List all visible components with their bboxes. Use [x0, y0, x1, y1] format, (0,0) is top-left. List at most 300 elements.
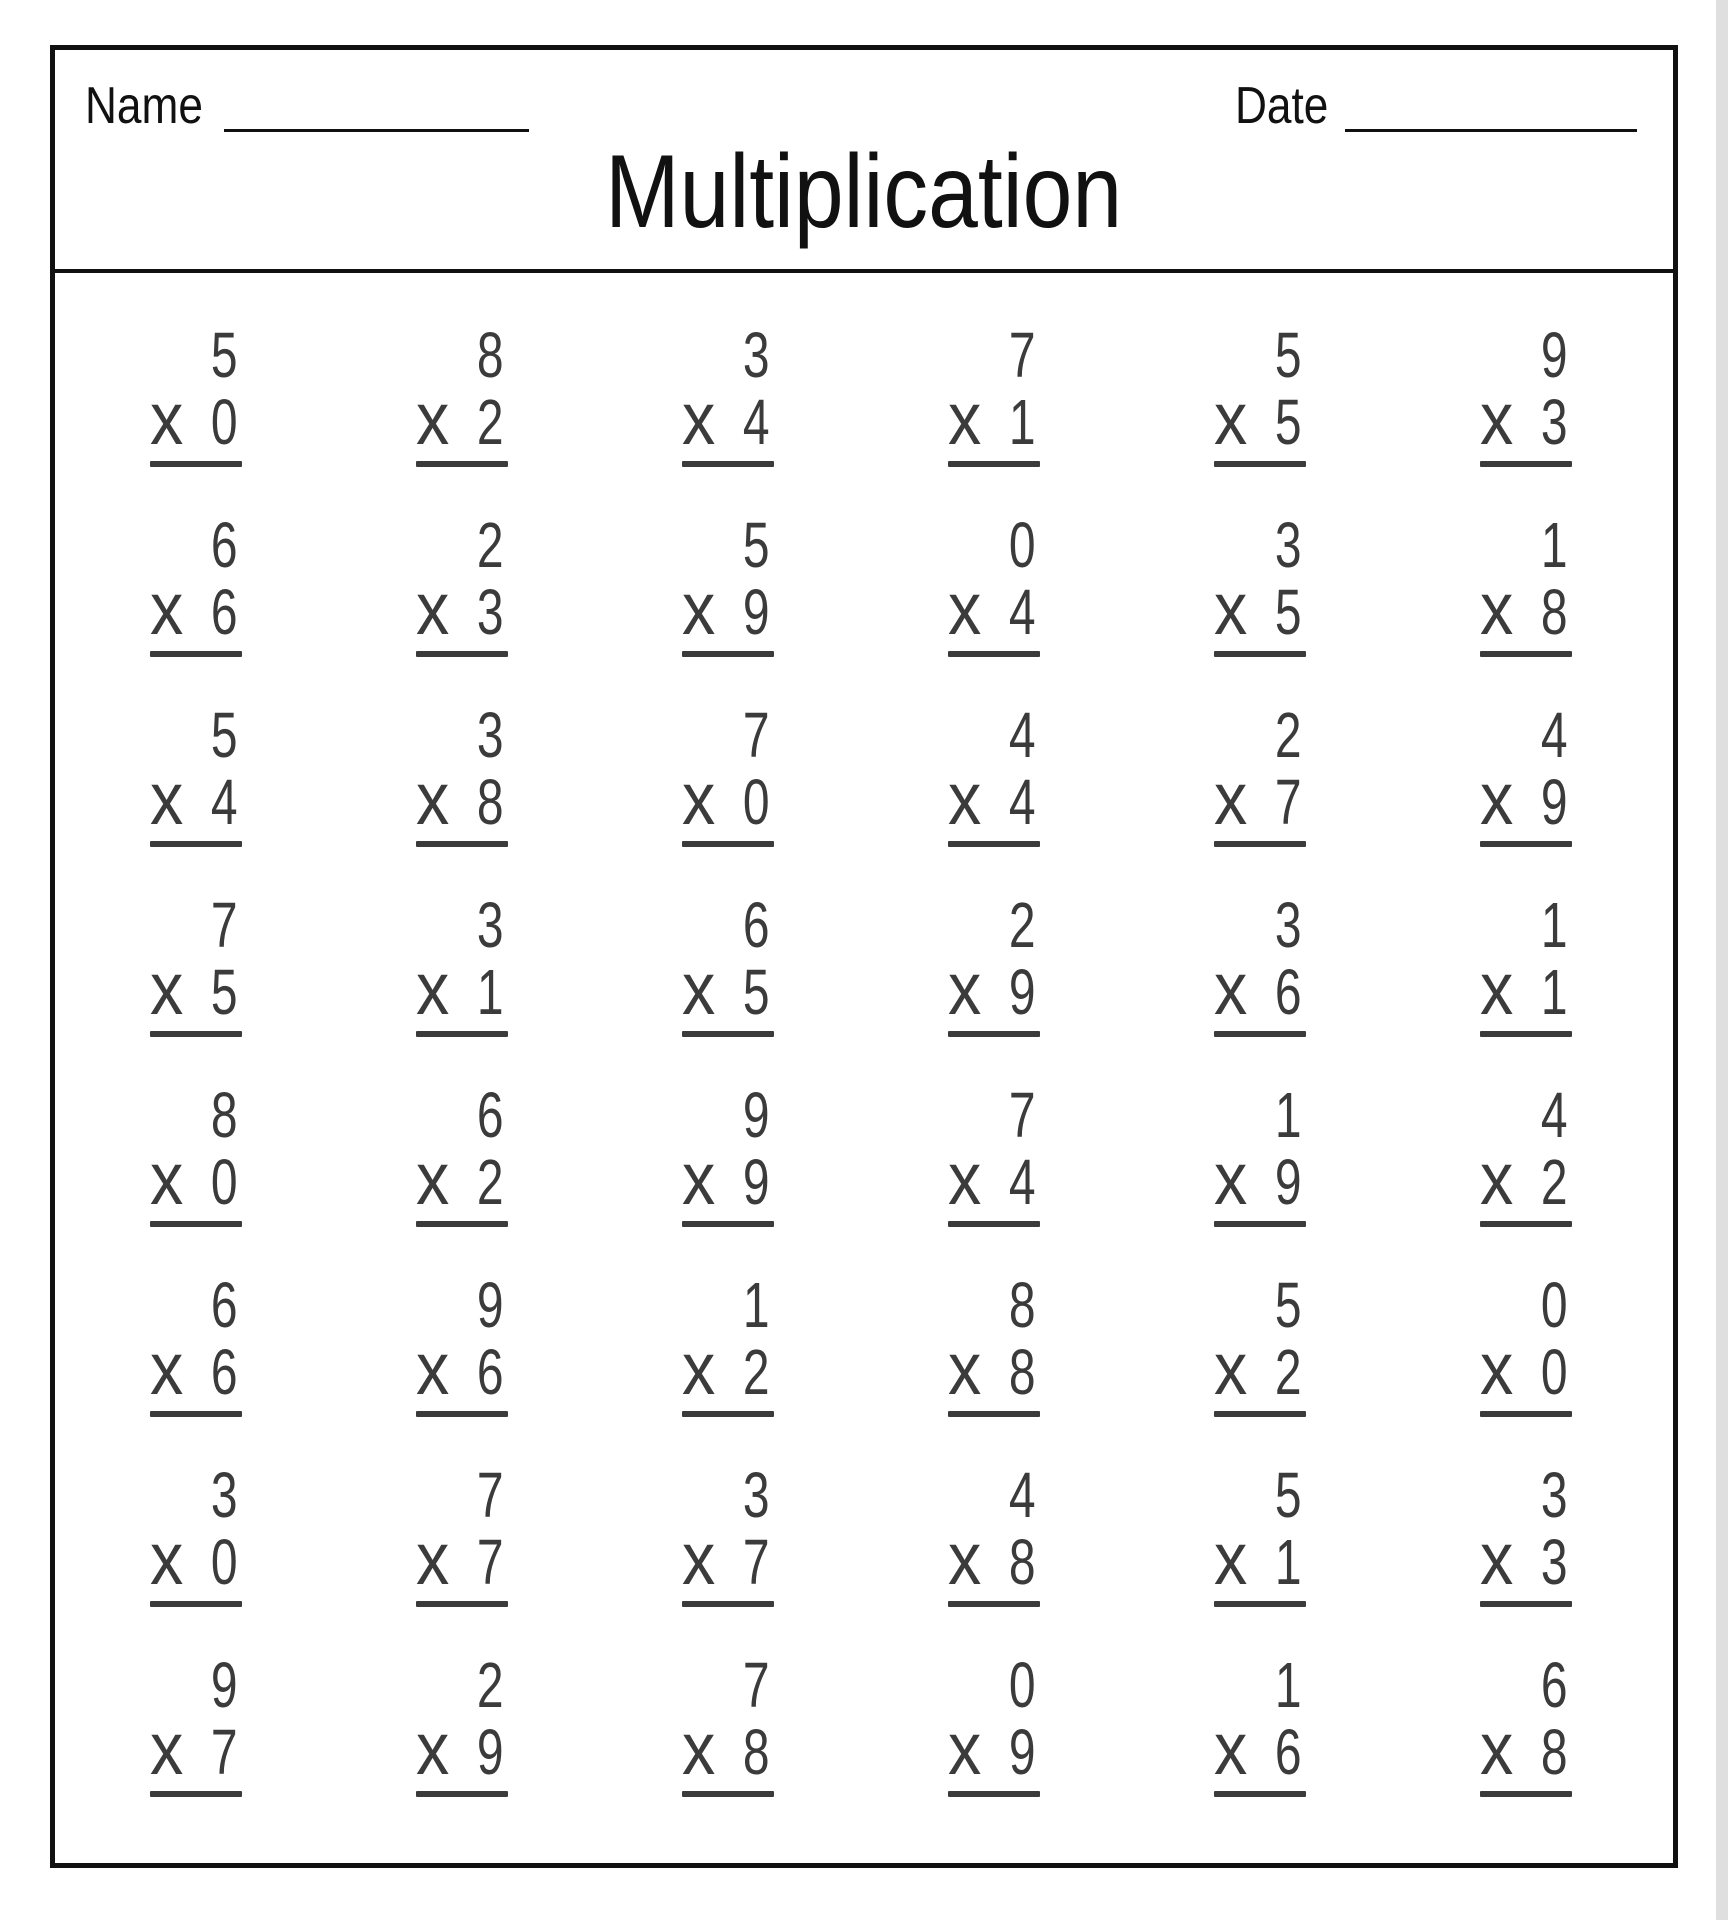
times-symbol: x — [948, 377, 982, 460]
answer-line — [682, 1411, 774, 1417]
problem — [416, 1269, 508, 1465]
top-operand — [416, 1459, 508, 1531]
answer-line — [416, 1601, 508, 1607]
times-symbol: x — [1214, 377, 1248, 460]
top-operand — [682, 1459, 774, 1531]
answer-line — [948, 651, 1040, 657]
times-symbol: x — [682, 757, 716, 840]
bottom-operand — [1266, 766, 1306, 838]
name-label-text: Name — [85, 77, 203, 135]
bottom-operand — [734, 1526, 774, 1598]
times-icon — [1480, 1137, 1517, 1220]
bottom-operand-row — [1214, 1707, 1306, 1790]
top-operand — [150, 699, 242, 771]
bottom-operand-row — [416, 1517, 508, 1600]
top-operand-digit: 4 — [1009, 699, 1036, 771]
worksheet-sheet — [50, 45, 1678, 1868]
top-operand-digit: 1 — [743, 1269, 770, 1341]
bottom-operand-digit: 3 — [1541, 1526, 1568, 1598]
bottom-operand-row — [416, 1707, 508, 1790]
times-icon — [150, 567, 187, 650]
bottom-operand — [468, 956, 508, 1028]
problem — [1214, 1079, 1306, 1275]
problems-grid — [55, 273, 1673, 1845]
answer-line — [682, 651, 774, 657]
bottom-operand-row — [1214, 1327, 1306, 1410]
problem — [1214, 889, 1306, 1085]
bottom-operand-row — [1480, 1327, 1572, 1410]
times-symbol: x — [150, 947, 184, 1030]
bottom-operand-row — [1214, 567, 1306, 650]
bottom-operand-row — [150, 1137, 242, 1220]
bottom-operand-digit: 8 — [1009, 1526, 1036, 1598]
answer-line — [416, 651, 508, 657]
top-operand-digit: 4 — [1541, 699, 1568, 771]
problem — [1214, 1269, 1306, 1465]
answer-line — [150, 1791, 242, 1797]
top-operand — [1480, 319, 1572, 391]
answer-line — [1214, 1791, 1306, 1797]
bottom-operand-digit: 8 — [477, 766, 504, 838]
bottom-operand-digit: 2 — [743, 1336, 770, 1408]
answer-line — [948, 1791, 1040, 1797]
times-icon — [150, 1327, 187, 1410]
times-symbol: x — [682, 1137, 716, 1220]
bottom-operand-row — [1214, 947, 1306, 1030]
times-icon — [1480, 1327, 1517, 1410]
answer-line — [682, 1221, 774, 1227]
bottom-operand-digit: 8 — [743, 1716, 770, 1788]
bottom-operand — [734, 1716, 774, 1788]
answer-line — [1214, 841, 1306, 847]
answer-line — [1214, 461, 1306, 467]
bottom-operand — [1532, 1146, 1572, 1218]
problem — [416, 1079, 508, 1275]
times-icon — [682, 567, 719, 650]
top-operand-digit: 1 — [1275, 1079, 1302, 1151]
times-icon — [1214, 757, 1251, 840]
top-operand — [416, 699, 508, 771]
bottom-operand-digit: 1 — [477, 956, 504, 1028]
times-symbol: x — [416, 377, 450, 460]
times-icon — [948, 1137, 985, 1220]
bottom-operand — [1266, 1526, 1306, 1598]
bottom-operand-digit: 7 — [211, 1716, 238, 1788]
problem — [682, 1459, 774, 1655]
times-symbol: x — [948, 1517, 982, 1600]
bottom-operand — [734, 386, 774, 458]
bottom-operand-row — [1214, 757, 1306, 840]
top-operand-digit: 3 — [1275, 509, 1302, 581]
times-symbol: x — [682, 947, 716, 1030]
times-symbol: x — [150, 1707, 184, 1790]
times-icon — [682, 1137, 719, 1220]
top-operand-digit: 8 — [477, 319, 504, 391]
times-symbol: x — [948, 1137, 982, 1220]
times-symbol: x — [416, 567, 450, 650]
top-operand-digit: 6 — [1541, 1649, 1568, 1721]
bottom-operand-row — [1214, 1137, 1306, 1220]
bottom-operand-row — [150, 1327, 242, 1410]
problem — [1480, 319, 1572, 515]
top-operand-digit: 5 — [743, 509, 770, 581]
bottom-operand-row — [1214, 377, 1306, 460]
problem — [1214, 319, 1306, 515]
times-icon — [1214, 1517, 1251, 1600]
top-operand-digit: 9 — [743, 1079, 770, 1151]
top-operand — [948, 1079, 1040, 1151]
bottom-operand — [468, 1716, 508, 1788]
problem — [948, 1649, 1040, 1845]
times-icon — [1214, 377, 1251, 460]
problem — [1480, 699, 1572, 895]
answer-line — [1214, 1601, 1306, 1607]
top-operand — [1214, 319, 1306, 391]
bottom-operand-digit: 0 — [211, 1526, 238, 1598]
top-operand — [1480, 1269, 1572, 1341]
top-operand-digit: 1 — [1541, 889, 1568, 961]
top-operand — [1480, 1459, 1572, 1531]
times-icon — [948, 1517, 985, 1600]
top-operand — [416, 509, 508, 581]
bottom-operand-row — [1480, 1517, 1572, 1600]
times-icon — [150, 1707, 187, 1790]
bottom-operand — [202, 576, 242, 648]
times-icon — [682, 1327, 719, 1410]
bottom-operand — [1000, 1526, 1040, 1598]
bottom-operand-digit: 2 — [1541, 1146, 1568, 1218]
times-icon — [416, 1327, 453, 1410]
page-title — [55, 134, 1673, 250]
times-icon — [1480, 377, 1517, 460]
top-operand-digit: 1 — [1275, 1649, 1302, 1721]
bottom-operand-digit: 5 — [211, 956, 238, 1028]
answer-line — [948, 1601, 1040, 1607]
problem — [1480, 889, 1572, 1085]
bottom-operand-row — [1480, 1137, 1572, 1220]
problem — [948, 509, 1040, 705]
page-edge-shadow — [1716, 0, 1728, 1920]
bottom-operand — [1532, 956, 1572, 1028]
top-operand-digit: 3 — [1541, 1459, 1568, 1531]
answer-line — [150, 651, 242, 657]
problem — [150, 889, 242, 1085]
top-operand — [682, 1079, 774, 1151]
times-icon — [682, 1707, 719, 1790]
bottom-operand-digit: 6 — [1275, 1716, 1302, 1788]
top-operand-digit: 2 — [477, 1649, 504, 1721]
bottom-operand — [734, 766, 774, 838]
answer-line — [1214, 651, 1306, 657]
top-operand — [416, 319, 508, 391]
bottom-operand — [1000, 1336, 1040, 1408]
bottom-operand-digit: 4 — [743, 386, 770, 458]
problem — [948, 1459, 1040, 1655]
answer-line — [1480, 1031, 1572, 1037]
bottom-operand-row — [948, 1137, 1040, 1220]
times-icon — [416, 567, 453, 650]
answer-line — [948, 461, 1040, 467]
problem — [682, 1649, 774, 1845]
bottom-operand — [1000, 1716, 1040, 1788]
answer-line — [682, 841, 774, 847]
problem — [1214, 699, 1306, 895]
bottom-operand-row — [150, 1707, 242, 1790]
problem — [1480, 1269, 1572, 1465]
page-title-text: Multiplication — [605, 134, 1123, 250]
bottom-operand — [1266, 386, 1306, 458]
bottom-operand-digit: 7 — [1275, 766, 1302, 838]
top-operand-digit: 7 — [1009, 319, 1036, 391]
times-symbol: x — [948, 947, 982, 1030]
top-operand-digit: 6 — [211, 1269, 238, 1341]
bottom-operand-digit: 6 — [1275, 956, 1302, 1028]
bottom-operand-digit: 5 — [1275, 386, 1302, 458]
times-symbol: x — [1480, 377, 1514, 460]
bottom-operand — [1532, 576, 1572, 648]
times-symbol: x — [1480, 1517, 1514, 1600]
problem — [682, 1269, 774, 1465]
problem — [1480, 509, 1572, 705]
problem — [150, 699, 242, 895]
top-operand-digit: 5 — [211, 319, 238, 391]
top-operand-digit: 9 — [1541, 319, 1568, 391]
times-symbol: x — [1214, 567, 1248, 650]
bottom-operand — [468, 1336, 508, 1408]
answer-line — [150, 1411, 242, 1417]
name-blank-line — [224, 126, 529, 132]
bottom-operand-digit: 2 — [1275, 1336, 1302, 1408]
bottom-operand — [1266, 1336, 1306, 1408]
times-icon — [1214, 1327, 1251, 1410]
top-operand-digit: 5 — [211, 699, 238, 771]
date-label-text: Date — [1235, 77, 1329, 135]
bottom-operand-digit: 6 — [211, 576, 238, 648]
bottom-operand-row — [682, 567, 774, 650]
times-icon — [948, 1327, 985, 1410]
bottom-operand — [1532, 386, 1572, 458]
top-operand — [948, 699, 1040, 771]
top-operand — [416, 1649, 508, 1721]
bottom-operand-row — [948, 947, 1040, 1030]
bottom-operand-digit: 1 — [1541, 956, 1568, 1028]
bottom-operand-digit: 1 — [1275, 1526, 1302, 1598]
top-operand-digit: 0 — [1541, 1269, 1568, 1341]
times-icon — [1214, 1137, 1251, 1220]
times-symbol: x — [948, 757, 982, 840]
bottom-operand-row — [948, 567, 1040, 650]
date-field — [1235, 77, 1637, 135]
problem — [948, 1079, 1040, 1275]
times-symbol: x — [1480, 1137, 1514, 1220]
bottom-operand — [1532, 1336, 1572, 1408]
top-operand — [150, 1269, 242, 1341]
times-symbol: x — [682, 1707, 716, 1790]
answer-line — [682, 1031, 774, 1037]
top-operand — [682, 1649, 774, 1721]
top-operand — [150, 509, 242, 581]
times-symbol: x — [682, 1327, 716, 1410]
top-operand — [682, 509, 774, 581]
times-icon — [1480, 947, 1517, 1030]
top-operand — [682, 1269, 774, 1341]
top-operand — [1214, 699, 1306, 771]
bottom-operand-digit: 9 — [1009, 1716, 1036, 1788]
times-icon — [1214, 1707, 1251, 1790]
bottom-operand — [1266, 956, 1306, 1028]
bottom-operand-row — [416, 1327, 508, 1410]
bottom-operand-row — [416, 567, 508, 650]
bottom-operand-digit: 9 — [743, 1146, 770, 1218]
bottom-operand-digit: 4 — [1009, 1146, 1036, 1218]
times-symbol: x — [150, 1137, 184, 1220]
times-icon — [416, 377, 453, 460]
bottom-operand-row — [682, 1517, 774, 1600]
answer-line — [1214, 1221, 1306, 1227]
times-symbol: x — [1480, 757, 1514, 840]
problem — [416, 509, 508, 705]
problem — [416, 889, 508, 1085]
top-operand — [150, 1079, 242, 1151]
bottom-operand-digit: 3 — [477, 576, 504, 648]
top-operand — [1214, 1459, 1306, 1531]
top-operand — [682, 319, 774, 391]
bottom-operand-digit: 5 — [1275, 576, 1302, 648]
top-operand-digit: 3 — [743, 1459, 770, 1531]
top-operand — [1480, 1079, 1572, 1151]
bottom-operand-row — [150, 1517, 242, 1600]
bottom-operand — [202, 1526, 242, 1598]
times-symbol: x — [682, 1517, 716, 1600]
problem — [1480, 1459, 1572, 1655]
problem — [1214, 1649, 1306, 1845]
bottom-operand — [202, 1716, 242, 1788]
problem — [682, 319, 774, 515]
answer-line — [1214, 1411, 1306, 1417]
problem — [150, 509, 242, 705]
top-operand-digit: 0 — [1009, 1649, 1036, 1721]
bottom-operand-digit: 5 — [743, 956, 770, 1028]
bottom-operand-row — [1480, 947, 1572, 1030]
times-icon — [150, 947, 187, 1030]
times-icon — [1480, 757, 1517, 840]
bottom-operand-digit: 9 — [477, 1716, 504, 1788]
times-symbol: x — [1214, 1517, 1248, 1600]
bottom-operand — [202, 956, 242, 1028]
times-icon — [682, 947, 719, 1030]
times-symbol: x — [948, 1707, 982, 1790]
problem — [1480, 1079, 1572, 1275]
answer-line — [1480, 1221, 1572, 1227]
bottom-operand — [202, 1146, 242, 1218]
problem — [1480, 1649, 1572, 1845]
bottom-operand — [1266, 576, 1306, 648]
times-icon — [682, 1517, 719, 1600]
top-operand-digit: 2 — [477, 509, 504, 581]
answer-line — [948, 1221, 1040, 1227]
top-operand-digit: 5 — [1275, 1459, 1302, 1531]
bottom-operand-digit: 9 — [743, 576, 770, 648]
bottom-operand-digit: 8 — [1009, 1336, 1036, 1408]
top-operand — [1214, 889, 1306, 961]
bottom-operand-digit: 8 — [1541, 576, 1568, 648]
bottom-operand — [468, 386, 508, 458]
times-symbol: x — [150, 1517, 184, 1600]
answer-line — [1480, 1411, 1572, 1417]
bottom-operand-digit: 6 — [211, 1336, 238, 1408]
bottom-operand — [1266, 1146, 1306, 1218]
problem — [682, 889, 774, 1085]
problem — [948, 319, 1040, 515]
bottom-operand-row — [416, 377, 508, 460]
bottom-operand-row — [682, 947, 774, 1030]
bottom-operand-row — [682, 1327, 774, 1410]
times-symbol: x — [416, 1327, 450, 1410]
top-operand — [948, 1649, 1040, 1721]
top-operand-digit: 6 — [477, 1079, 504, 1151]
bottom-operand — [468, 576, 508, 648]
bottom-operand-digit: 6 — [477, 1336, 504, 1408]
times-symbol: x — [1480, 567, 1514, 650]
problem — [1214, 509, 1306, 705]
times-icon — [150, 1137, 187, 1220]
bottom-operand-row — [1480, 757, 1572, 840]
bottom-operand-row — [1480, 1707, 1572, 1790]
times-symbol: x — [416, 1517, 450, 1600]
top-operand-digit: 7 — [1009, 1079, 1036, 1151]
bottom-operand — [1000, 1146, 1040, 1218]
date-label — [1235, 77, 1345, 135]
times-icon — [416, 757, 453, 840]
date-blank-line — [1345, 126, 1637, 132]
top-operand-digit: 8 — [1009, 1269, 1036, 1341]
top-operand — [416, 1269, 508, 1341]
bottom-operand-row — [150, 377, 242, 460]
times-icon — [1214, 567, 1251, 650]
bottom-operand — [1532, 766, 1572, 838]
problem — [682, 509, 774, 705]
top-operand — [1214, 1269, 1306, 1341]
times-symbol: x — [948, 567, 982, 650]
bottom-operand-digit: 1 — [1009, 386, 1036, 458]
top-operand — [948, 509, 1040, 581]
times-icon — [948, 757, 985, 840]
times-icon — [416, 947, 453, 1030]
bottom-operand — [1000, 576, 1040, 648]
top-operand-digit: 1 — [1541, 509, 1568, 581]
bottom-operand-row — [682, 1137, 774, 1220]
top-operand-digit: 5 — [1275, 319, 1302, 391]
top-operand — [1480, 699, 1572, 771]
times-symbol: x — [1480, 1707, 1514, 1790]
times-symbol: x — [1214, 1137, 1248, 1220]
top-operand-digit: 6 — [211, 509, 238, 581]
worksheet-header — [55, 50, 1673, 273]
bottom-operand-row — [1480, 377, 1572, 460]
bottom-operand — [1266, 1716, 1306, 1788]
top-operand-digit: 4 — [1541, 1079, 1568, 1151]
bottom-operand-digit: 2 — [477, 386, 504, 458]
top-operand — [682, 889, 774, 961]
times-symbol: x — [150, 567, 184, 650]
times-icon — [416, 1517, 453, 1600]
times-icon — [682, 377, 719, 460]
bottom-operand-digit: 9 — [1009, 956, 1036, 1028]
bottom-operand — [734, 1336, 774, 1408]
answer-line — [150, 1221, 242, 1227]
times-symbol: x — [150, 1327, 184, 1410]
problem — [682, 1079, 774, 1275]
